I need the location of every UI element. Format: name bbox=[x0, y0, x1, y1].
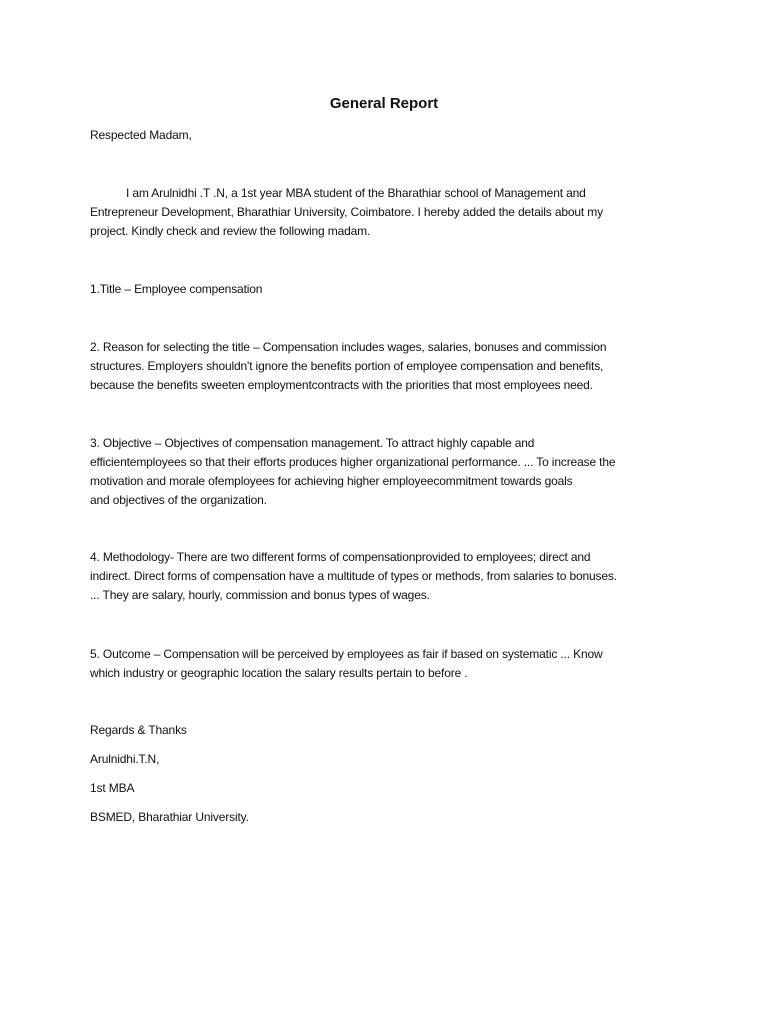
item-2-line-3: because the benefits sweeten employmentcontracts with the priorities that most employees need. bbox=[90, 378, 593, 392]
item-3-line-2: efficientemployees so that their efforts produces higher organizational performance. ... To increase the bbox=[90, 455, 616, 469]
item-3-line-3: motivation and morale ofemployees for achieving higher employeecommitment towards goals bbox=[90, 474, 573, 488]
item-3-line-4: and objectives of the organization. bbox=[90, 493, 267, 507]
document-title: General Report bbox=[329, 95, 439, 112]
closing: Regards & Thanks bbox=[90, 723, 187, 737]
intro-line-1: I am Arulnidhi .T .N, a 1st year MBA student of the Bharathiar school of Management and bbox=[126, 186, 586, 200]
item-1-line-1: 1.Title – Employee compensation bbox=[90, 282, 263, 296]
signature-class: 1st MBA bbox=[90, 781, 135, 795]
intro-line-2: Entrepreneur Development, Bharathiar University, Coimbatore. I hereby added the details about my bbox=[90, 205, 603, 219]
item-5-line-2: which industry or geographic location the salary results pertain to before . bbox=[90, 666, 468, 680]
signature-name: Arulnidhi.T.N, bbox=[90, 752, 160, 766]
signature-institution: BSMED, Bharathiar University. bbox=[90, 810, 249, 824]
item-2-line-2: structures. Employers shouldn't ignore the benefits portion of employee compensation and benefits, bbox=[90, 359, 604, 373]
item-4-line-1: 4. Methodology- There are two different forms of compensationprovided to employees; direct and bbox=[90, 550, 591, 564]
item-4-line-3: ... They are salary, hourly, commission and bonus types of wages. bbox=[90, 588, 430, 602]
salutation: Respected Madam, bbox=[90, 128, 192, 142]
item-5-line-1: 5. Outcome – Compensation will be perceived by employees as fair if based on systematic ... Know bbox=[90, 647, 603, 661]
item-3-line-1: 3. Objective – Objectives of compensation management. To attract highly capable and bbox=[90, 436, 535, 450]
intro-line-3: project. Kindly check and review the following madam. bbox=[90, 224, 371, 238]
item-4-line-2: indirect. Direct forms of compensation have a multitude of types or methods, from salaries to bonuses. bbox=[90, 569, 617, 583]
item-2-line-1: 2. Reason for selecting the title – Compensation includes wages, salaries, bonuses and commission bbox=[90, 340, 607, 354]
